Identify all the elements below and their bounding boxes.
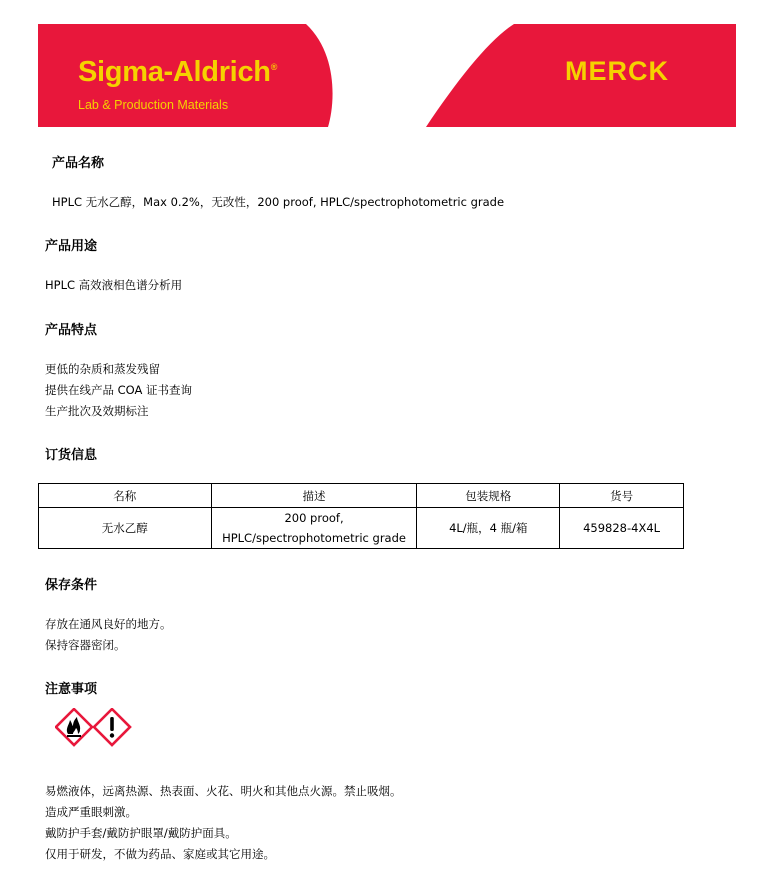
merck-logo: MERCK xyxy=(565,56,669,86)
flame-icon xyxy=(56,709,92,745)
product-name-text: HPLC 无水乙醇，Max 0.2%，无改性，200 proof, HPLC/spectrophotometric grade xyxy=(52,195,505,209)
brand-logo: Sigma-Aldrich® xyxy=(78,56,278,88)
precaution-item: 戴防护手套/戴防护眼罩/戴防护面具。 xyxy=(45,826,237,840)
hazard-pictograms xyxy=(55,708,133,748)
product-use-heading: 产品用途 xyxy=(45,239,98,254)
feature-item: 更低的杂质和蒸发残留 xyxy=(45,362,160,376)
precaution-item: 造成严重眼刺激。 xyxy=(45,805,137,819)
cell-desc-line1: 200 proof, xyxy=(284,511,344,525)
order-heading: 订货信息 xyxy=(45,448,98,463)
precaution-item: 易燃液体，远离热源、热表面、火花、明火和其他点火源。禁止吸烟。 xyxy=(45,784,402,798)
cell-pack: 4L/瓶，4 瓶/箱 xyxy=(417,508,560,549)
table-row xyxy=(39,508,684,549)
feature-item: 生产批次及效期标注 xyxy=(45,404,149,418)
order-table xyxy=(38,483,684,549)
features-heading: 产品特点 xyxy=(45,323,98,338)
brand-subtitle: Lab & Production Materials xyxy=(78,98,229,112)
column-header-pack: 包装规格 xyxy=(417,484,560,508)
precaution-item: 仅用于研发，不做为药品、家庭或其它用途。 xyxy=(45,847,275,861)
product-use-text: HPLC 高效液相色谱分析用 xyxy=(45,278,183,292)
storage-item: 保持容器密闭。 xyxy=(45,638,126,652)
cell-catalog: 459828-4X4L xyxy=(560,508,684,549)
column-header-name: 名称 xyxy=(39,484,212,508)
cell-name: 无水乙醇 xyxy=(39,508,212,549)
column-header-catalog: 货号 xyxy=(560,484,684,508)
feature-item: 提供在线产品 COA 证书查询 xyxy=(45,383,193,397)
storage-heading: 保存条件 xyxy=(45,578,98,593)
precautions-heading: 注意事项 xyxy=(45,682,98,697)
table-header-row xyxy=(39,484,684,508)
product-name-heading: 产品名称 xyxy=(52,156,105,171)
exclamation-icon xyxy=(94,709,130,745)
column-header-desc: 描述 xyxy=(211,484,417,508)
cell-desc-line2: HPLC/spectrophotometric grade xyxy=(222,531,406,545)
storage-item: 存放在通风良好的地方。 xyxy=(45,617,172,631)
cell-desc xyxy=(211,508,417,549)
header-banner xyxy=(38,24,736,127)
